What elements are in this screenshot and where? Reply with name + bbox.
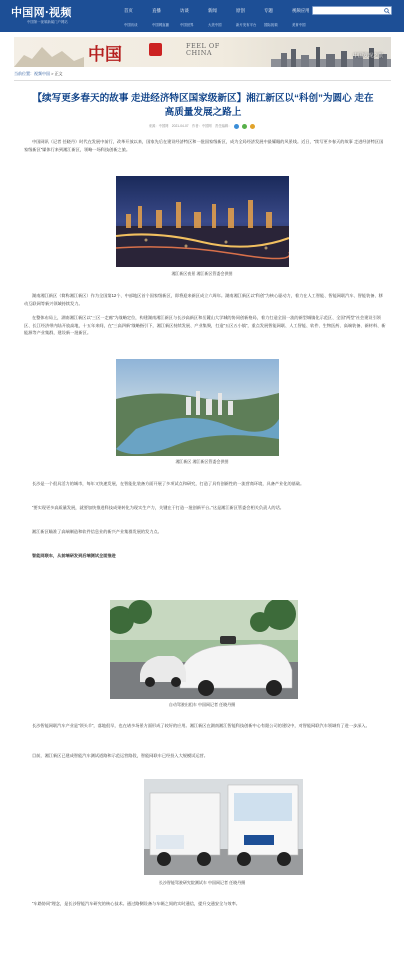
image-caption: 湘江新区夜景 湘江新区管委会供图 — [171, 271, 233, 276]
article-paragraph: “要实现更多高质量发展，就要加快推进科技成果转化为现实生产力，关键在于打造一批创新平台。”这是湘江新区管委会相关负责人的话。 — [32, 505, 284, 510]
nav-item-home[interactable]: 首页 — [124, 8, 133, 13]
search-icon[interactable] — [384, 8, 390, 14]
secondary-nav — [124, 22, 320, 27]
nav-item-video-apps[interactable]: 视频应用 — [292, 8, 310, 13]
breadcrumb-current: 正文 — [54, 71, 63, 76]
subnav-item-5[interactable]: 国际视频 — [264, 23, 278, 27]
site-logo[interactable]: 中国网·视频 — [11, 6, 72, 19]
article-paragraph: 湖南湘江新区（简称湘江新区）作为全国第12个、中部地区首个国家级新区，即将迎来新区成立六周年。湖南湘江新区以“科创”为核心驱动力，着力在人工智能、智能网联汽车、智能装备、移动互联网等新兴领域持续发力。 — [24, 293, 383, 306]
subnav-item-3[interactable]: 大美中国 — [208, 23, 222, 27]
breadcrumb-link[interactable]: 视频中国 — [34, 71, 50, 76]
article-meta — [0, 123, 404, 129]
night-city-image — [116, 176, 289, 267]
image-caption: 湘江新区 湘江新区管委会供图 — [175, 459, 229, 464]
search-input[interactable] — [312, 6, 392, 15]
subnav-item-4[interactable]: 新片发布平台 — [236, 23, 257, 27]
article-image-night-city — [116, 176, 289, 267]
site-logo-subtitle: 中国第一视频新闻门户网站 — [27, 20, 68, 24]
aerial-view-image — [116, 359, 279, 456]
article-paragraph: 目前，湘江新区已建成智能汽车测试道路和示范运营路段，智能网联车已经投入大规模试运营。 — [32, 753, 208, 758]
article-paragraph: 中国网讯（记者 任晓丹）时代在发展中前行，改革开放以来，国家先后在建设经济特区和一批国家级新区，成为全局经济发展中最耀眼的风景线。近日，“续写更多春天的故事 走进经济特区国家级新区”媒体行来到湘江新区，领略一场科技创新之旅。 — [24, 139, 384, 152]
subnav-item-6[interactable]: 美育中国 — [292, 23, 306, 27]
article-meta-text: 来源：中国网 2021-04-07 作者：中国网 责任编辑： — [148, 124, 232, 128]
article-image-robotaxi — [110, 600, 298, 699]
share-weibo-icon[interactable] — [234, 124, 239, 129]
mountain-silhouette-icon — [14, 37, 84, 67]
share-wechat-icon[interactable] — [242, 124, 247, 129]
image-caption: 长沙智能驾驶研究院测试车 中国网记者 任晓丹摄 — [158, 880, 246, 885]
nav-item-live[interactable]: 直播 — [152, 8, 161, 13]
article-paragraph: 长沙是一个很具活力的城市，每年又快速发展，在智能化装备方面开展了多项试点和研究，打造了具有创新性的一流营商环境，具备产业化的基础。 — [32, 481, 305, 486]
feel-of-china-banner[interactable] — [14, 37, 391, 67]
breadcrumb-separator: > — [50, 71, 55, 76]
article-paragraph: 湘江新区瞄准了高端制造和软件信息业的新兴产业集群发展的发力点。 — [32, 529, 162, 534]
article-image-aerial-view — [116, 359, 279, 456]
breadcrumb — [14, 71, 63, 77]
section-heading: 智能网联车，从前端研发到后端测试全面推进 — [32, 553, 116, 558]
breadcrumb-prefix: 当前位置： — [14, 71, 34, 76]
banner-right-text: 中国发现之旅 — [352, 53, 383, 59]
nav-item-interview[interactable]: 访谈 — [180, 8, 189, 13]
seal-icon — [149, 43, 162, 56]
banner-en-line1: FEEL OF — [186, 42, 220, 50]
top-nav-bar — [0, 0, 404, 32]
banner-title: 中国 — [88, 45, 122, 65]
nav-item-original[interactable]: 原创 — [236, 8, 245, 13]
subnav-item-0[interactable]: 中国访谈 — [124, 23, 138, 27]
article-paragraph: “车路协同”理念，是长沙智能汽车研究的核心技术。通过路侧设备与车辆之间的实时通信，提升交通安全与效率。 — [32, 901, 240, 906]
share-qzone-icon[interactable] — [250, 124, 255, 129]
subnav-item-2[interactable]: 中国世界 — [180, 23, 194, 27]
divider — [14, 80, 391, 81]
article-paragraph: 在整体布局上，湖南湘江新区以“三区一走廊”为战略定位，构建湖南湘江新区与长沙高新区和岳麓山大学城的协同创新格局，着力打造全国一流的新型城镇化示范区、全国“两型”社会建设引领区、长江经济带内陆开放高地，十五年来间，在“三高四新”战略指引下，湘江新区持续发展、产业集聚，打造“五区五小镇”，重点发展智能网联、人工智能、软件、生物医药、高端装备、新材料、新能源等产业集群，建设新一批新区。 — [24, 315, 386, 336]
robotaxi-image — [110, 600, 298, 699]
article-image-test-vehicle — [144, 779, 303, 875]
article-title: 【续写更多春天的故事 走进经济特区国家级新区】湘江新区以“科创”为圆心 走在高质量发展之路上 — [32, 93, 374, 118]
nav-item-news[interactable]: 新闻 — [208, 8, 217, 13]
image-caption: 自动驾驶出租车 中国网记者 任晓丹摄 — [168, 702, 236, 707]
banner-en-line2: CHINA — [186, 49, 213, 57]
nav-item-special[interactable]: 专题 — [264, 8, 273, 13]
banner-english-title — [186, 43, 220, 57]
article-paragraph: 长沙智能网联汽车产业是“领头羊”，落地很早，也在诸多场景方面形成了较好的应用。湘江新区在湖南湘江智能科技创新中心有限公司的建设中，对智能网联汽车领域有了进一步深入。 — [32, 723, 370, 728]
test-vehicle-image — [144, 779, 303, 875]
primary-nav — [124, 8, 320, 14]
subnav-item-1[interactable]: 中国网直播 — [152, 23, 169, 27]
